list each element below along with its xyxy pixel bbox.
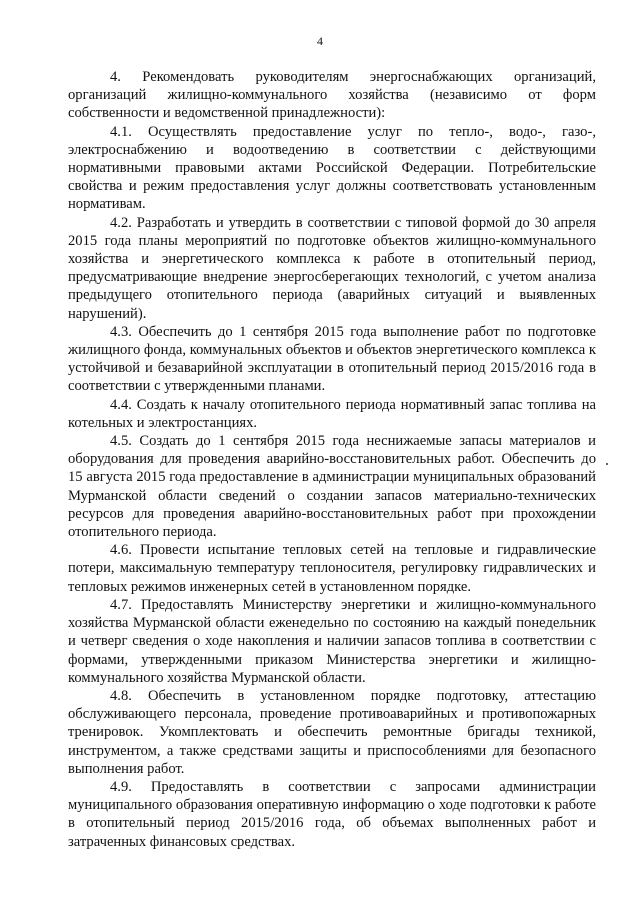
document-body	[68, 68, 596, 851]
paragraph-4-4: 4.4. Создать к началу отопительного периода нормативный запас топлива на котельных и электростанциях.	[68, 396, 596, 431]
paragraph-4-2: 4.2. Разработать и утвердить в соответствии с типовой формой до 30 апреля 2015 года планы мероприятий по подготовке объектов жилищно-коммунального хозяйства и энергетического комплекса к работе в отопительный период, предусматривающие внедрение энергосберегающих технологий, с учетом анализа предыдущего отопительного периода (аварийных ситуаций и выявленных нарушений).	[68, 214, 596, 322]
paragraph-4-6: 4.6. Провести испытание тепловых сетей на тепловые и гидравлические потери, максимальную температуру теплоносителя, регулировку гидравлических и тепловых режимов инженерных сетей в установленном порядке.	[68, 542, 596, 595]
paragraph-4-5: 4.5. Создать до 1 сентября 2015 года неснижаемые запасы материалов и оборудования для проведения аварийно-восстановительных работ. Обеспечить до 15 августа 2015 года предоставление в администрации муниципальных образований Мурманской области сведений о создании запасов материально-технических ресурсов для проведения аварийно-восстановительных работ при прохождении отопительного периода.	[68, 433, 596, 541]
paragraph-4-8: 4.8. Обеспечить в установленном порядке подготовку, аттестацию обслуживающего персонала, проведение противоаварийных и противопожарных тренировок. Укомплектовать и обеспечить ремонтные бригады техникой, инструментом, а также средствами защиты и приспособлениями для безопасного выполнения работ.	[68, 687, 596, 777]
paragraph-4-7: 4.7. Предоставлять Министерству энергетики и жилищно-коммунального хозяйства Мурманской области еженедельно по состоянию на каждый понедельник и четверг сведения о ходе накопления и наличии запасов топлива в соответствии с формами, утвержденными приказом Министерства энергетики и жилищно-коммунального хозяйства Мурманской области.	[68, 596, 596, 686]
paragraph-4-3: 4.3. Обеспечить до 1 сентября 2015 года выполнение работ по подготовке жилищного фонда, коммунальных объектов и объектов энергетического комплекса к устойчивой и безаварийной эксплуатации в отопительный период 2015/2016 года в соответствии с утвержденными планами.	[68, 323, 596, 395]
paragraph-4-9: 4.9. Предоставлять в соответствии с запросами администрации муниципального образования оперативную информацию о ходе подготовки к работе в отопительный период 2015/2016 года, об объемах выполненных работ и затраченных финансовых средствах.	[68, 778, 596, 850]
page-number: 4	[317, 34, 323, 48]
paragraph-4: 4. Рекомендовать руководителям энергоснабжающих организаций, организаций жилищно-коммунального хозяйства (независимо от форм собственности и ведомственной принадлежности):	[68, 69, 596, 122]
scan-speck	[606, 463, 608, 465]
paragraph-4-1: 4.1. Осуществлять предоставление услуг по тепло-, водо-, газо-, электроснабжению и водоотведению в соответствии с действующими нормативными правовыми актами Российской Федерации. Потребительские свойства и режим предоставления услуг должны соответствовать установленным нормативам.	[68, 123, 596, 213]
